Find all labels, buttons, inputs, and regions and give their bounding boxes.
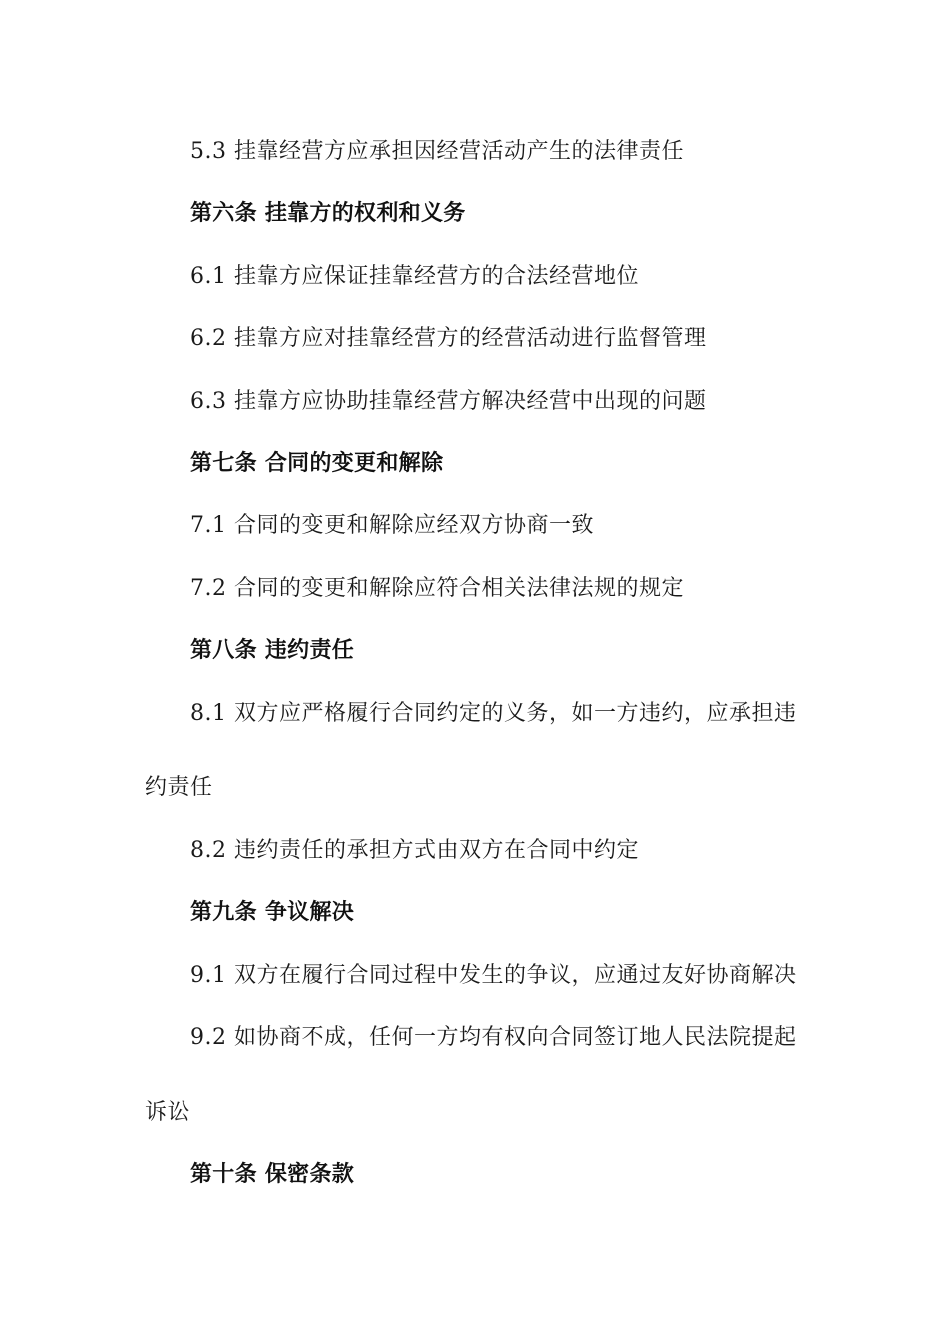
clause-7-1: 7.1 合同的变更和解除应经双方协商一致 — [190, 513, 594, 538]
clause-5-3: 5.3 挂靠经营方应承担因经营活动产生的法律责任 — [190, 139, 684, 164]
clause-8-2: 8.2 违约责任的承担方式由双方在合同中约定 — [190, 838, 639, 863]
clause-6-1: 6.1 挂靠方应保证挂靠经营方的合法经营地位 — [190, 264, 639, 289]
clause-9-2: 9.2 如协商不成，任何一方均有权向合同签订地人民法院提起 — [190, 1025, 797, 1050]
clause-6-3: 6.3 挂靠方应协助挂靠经营方解决经营中出现的问题 — [190, 389, 707, 414]
article-8-heading: 第八条 违约责任 — [190, 638, 355, 663]
clause-9-2-continued: 诉讼 — [145, 1100, 191, 1125]
clause-8-1: 8.1 双方应严格履行合同约定的义务，如一方违约，应承担违 — [190, 701, 797, 726]
article-10-heading: 第十条 保密条款 — [190, 1162, 355, 1187]
clause-7-2: 7.2 合同的变更和解除应符合相关法律法规的规定 — [190, 576, 684, 601]
clause-8-1-continued: 约责任 — [145, 775, 213, 800]
clause-9-1: 9.1 双方在履行合同过程中发生的争议，应通过友好协商解决 — [190, 963, 797, 988]
article-9-heading: 第九条 争议解决 — [190, 900, 355, 925]
article-7-heading: 第七条 合同的变更和解除 — [190, 451, 444, 476]
article-6-heading: 第六条 挂靠方的权利和义务 — [190, 201, 466, 226]
clause-6-2: 6.2 挂靠方应对挂靠经营方的经营活动进行监督管理 — [190, 326, 707, 351]
